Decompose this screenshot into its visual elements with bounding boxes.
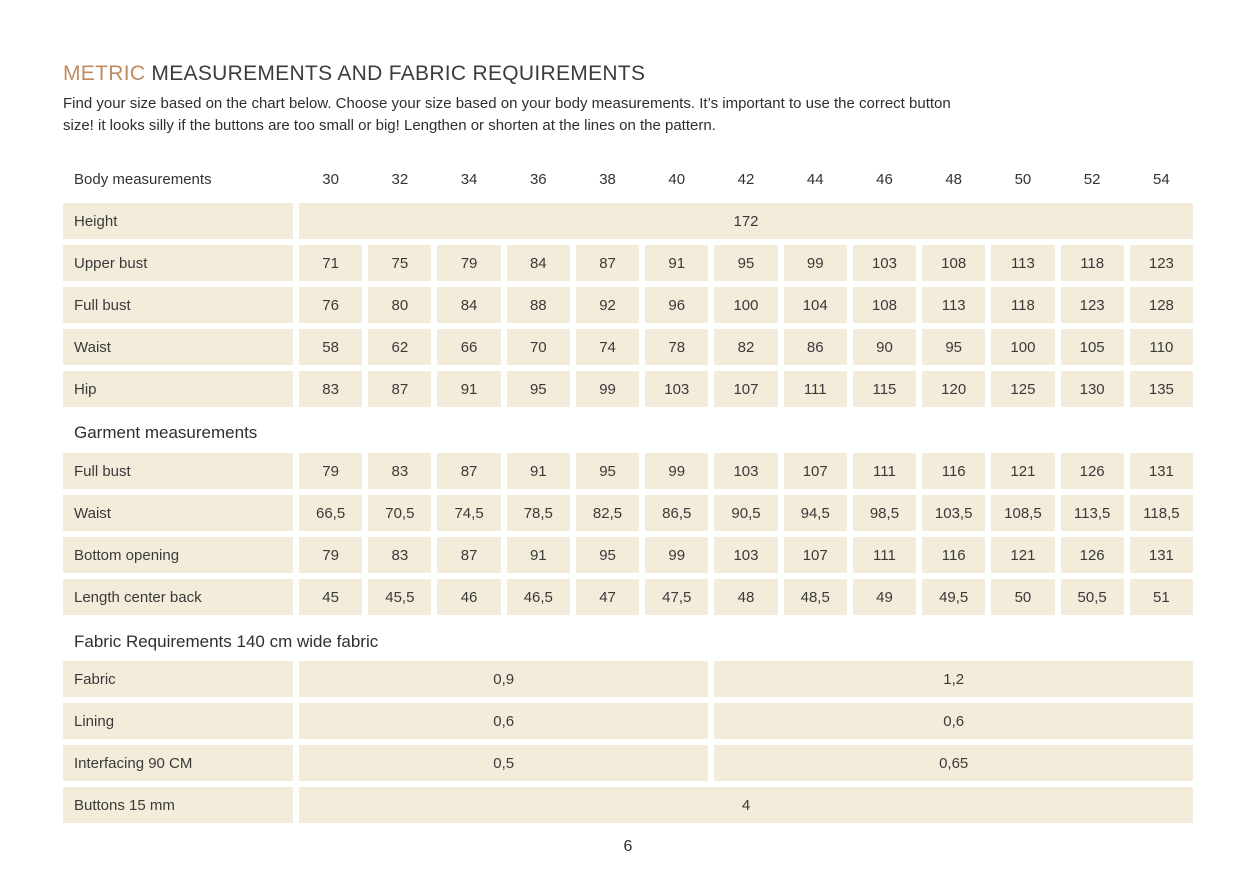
body-measurement-row-value: 118	[991, 287, 1054, 323]
garment-measurement-row-value: 126	[1061, 453, 1124, 489]
garment-measurement-row-value: 48,5	[784, 579, 847, 615]
body-measurement-row-value: 84	[507, 245, 570, 281]
size-column-header: 48	[945, 170, 963, 188]
size-column-header: 38	[599, 170, 616, 188]
body-measurement-row-value: 82	[714, 329, 777, 365]
garment-measurement-row-value: 47	[576, 579, 639, 615]
garment-measurement-row-value: 51	[1130, 579, 1193, 615]
page-title	[63, 62, 1193, 86]
body-measurement-row-value: 128	[1130, 287, 1193, 323]
body-measurement-row-value: 71	[299, 245, 362, 281]
garment-measurement-row-value: 45	[299, 579, 362, 615]
garment-measurement-row-value: 86,5	[645, 495, 708, 531]
body-measurement-row-value: 75	[368, 245, 431, 281]
fabric-requirements-table	[63, 661, 1193, 823]
garment-measurement-row-value: 95	[576, 453, 639, 489]
intro-line-1: Find your size based on the chart below. Choose your size based on your body measurements. It’s important to use the correct button	[63, 95, 951, 112]
garment-measurement-row-value: 49,5	[922, 579, 985, 615]
garment-measurement-row-value: 82,5	[576, 495, 639, 531]
garment-measurement-row-value: 111	[853, 453, 916, 489]
fabric-row-label: Lining	[63, 703, 293, 739]
body-measurement-row-value: 100	[991, 329, 1054, 365]
body-measurement-row-value: 99	[576, 371, 639, 407]
body-measurement-row-value: 66	[437, 329, 500, 365]
body-measurement-row-value: 84	[437, 287, 500, 323]
size-column-header: 44	[806, 170, 824, 188]
size-column-header: 52	[1083, 170, 1101, 188]
size-column-header: 32	[391, 170, 409, 188]
garment-measurement-row-value: 118,5	[1130, 495, 1193, 531]
body-measurement-row-value: 87	[368, 371, 431, 407]
garment-measurement-row-value: 103,5	[922, 495, 985, 531]
garment-measurement-row-label: Bottom opening	[63, 537, 293, 573]
body-measurement-row-value: 86	[784, 329, 847, 365]
body-measurement-row-value: 130	[1061, 371, 1124, 407]
body-measurement-row-value: 100	[714, 287, 777, 323]
fabric-row-right-value: 1,2	[714, 661, 1193, 697]
garment-measurements-heading: Garment measurements	[74, 423, 258, 442]
body-measurement-row-value: 123	[1130, 245, 1193, 281]
size-header-label: Body measurements	[74, 170, 212, 188]
page-number: 6	[623, 838, 633, 855]
body-measurements-table	[63, 203, 1193, 407]
body-measurement-row-value: 92	[576, 287, 639, 323]
garment-measurement-row-value: 87	[437, 537, 500, 573]
body-measurement-row-value: 80	[368, 287, 431, 323]
body-measurement-row-value: 58	[299, 329, 362, 365]
size-column-header: 46	[876, 170, 893, 188]
garment-measurement-row-value: 78,5	[507, 495, 570, 531]
fabric-row-label: Interfacing 90 CM	[63, 745, 293, 781]
body-measurement-row-value: 103	[645, 371, 708, 407]
body-measurement-row-value: 95	[507, 371, 570, 407]
body-measurement-row-value: 95	[922, 329, 985, 365]
size-column-header: 54	[1153, 170, 1170, 188]
garment-measurement-row-value: 66,5	[299, 495, 362, 531]
garment-measurement-row-label: Full bust	[63, 453, 293, 489]
size-column-header: 36	[529, 170, 547, 188]
body-measurement-row-value: 123	[1061, 287, 1124, 323]
garment-measurement-row-value: 131	[1130, 537, 1193, 573]
size-column-header: 30	[322, 170, 339, 188]
garment-measurement-row-label: Length center back	[63, 579, 293, 615]
body-measurement-row-value: 91	[645, 245, 708, 281]
body-measurement-row-value: 83	[299, 371, 362, 407]
body-measurement-row-value: 76	[299, 287, 362, 323]
garment-measurement-row-value: 50	[991, 579, 1054, 615]
body-measurement-row-value: 99	[784, 245, 847, 281]
fabric-row-right-value: 0,6	[714, 703, 1193, 739]
body-measurement-row-value: 110	[1130, 329, 1193, 365]
body-measurement-row-value: 135	[1130, 371, 1193, 407]
fabric-row-left-value: 0,9	[299, 661, 708, 697]
garment-measurement-row-value: 126	[1061, 537, 1124, 573]
garment-measurement-row-value: 74,5	[437, 495, 500, 531]
garment-measurement-row-value: 47,5	[645, 579, 708, 615]
fabric-row-left-value: 0,6	[299, 703, 708, 739]
garment-measurement-row-label: Waist	[63, 495, 293, 531]
garment-measurement-row-value: 46,5	[507, 579, 570, 615]
body-measurement-row-merged-value: 172	[299, 203, 1193, 239]
garment-measurement-row-value: 116	[922, 453, 985, 489]
intro-text	[63, 93, 1193, 137]
garment-measurement-row-value: 45,5	[368, 579, 431, 615]
body-measurement-row-value: 111	[784, 371, 847, 407]
garment-measurement-row-value: 99	[645, 537, 708, 573]
size-header-row	[63, 164, 1193, 194]
body-measurement-row-value: 108	[922, 245, 985, 281]
body-measurement-row-value: 108	[853, 287, 916, 323]
garment-measurement-row-value: 48	[714, 579, 777, 615]
garment-measurement-row-value: 98,5	[853, 495, 916, 531]
body-measurement-row-value: 125	[991, 371, 1054, 407]
garment-measurement-row-value: 95	[576, 537, 639, 573]
garment-measurement-row-value: 91	[507, 453, 570, 489]
fabric-row-label: Fabric	[63, 661, 293, 697]
body-measurement-row-value: 113	[922, 287, 985, 323]
body-measurement-row-value: 103	[853, 245, 916, 281]
body-measurement-row-value: 78	[645, 329, 708, 365]
body-measurement-row-label: Height	[63, 203, 293, 239]
body-measurement-row-value: 115	[853, 371, 916, 407]
body-measurement-row-value: 105	[1061, 329, 1124, 365]
garment-measurement-row-value: 99	[645, 453, 708, 489]
body-measurement-row-value: 70	[507, 329, 570, 365]
body-measurement-row-label: Upper bust	[63, 245, 293, 281]
garment-measurements-table	[63, 453, 1193, 615]
body-measurement-row-value: 87	[576, 245, 639, 281]
body-measurement-row-value: 91	[437, 371, 500, 407]
size-column-header: 50	[1014, 170, 1032, 188]
garment-measurement-row-value: 131	[1130, 453, 1193, 489]
body-measurement-row-value: 96	[645, 287, 708, 323]
body-measurement-row-value: 118	[1061, 245, 1124, 281]
fabric-requirements-heading: Fabric Requirements 140 cm wide fabric	[74, 632, 379, 651]
garment-measurement-row-value: 113,5	[1061, 495, 1124, 531]
garment-measurement-row-value: 83	[368, 453, 431, 489]
garment-measurement-row-value: 87	[437, 453, 500, 489]
intro-line-2: size! it looks silly if the buttons are too small or big! Lengthen or shorten at the lines on the pattern.	[63, 117, 716, 134]
size-column-header: 40	[668, 170, 686, 188]
garment-measurement-row-value: 90,5	[714, 495, 777, 531]
garment-measurement-row-value: 121	[991, 537, 1054, 573]
body-measurement-row-value: 62	[368, 329, 431, 365]
fabric-row-merged-value: 4	[299, 787, 1193, 823]
body-measurement-row-label: Hip	[63, 371, 293, 407]
body-measurement-row-label: Full bust	[63, 287, 293, 323]
garment-measurement-row-value: 121	[991, 453, 1054, 489]
fabric-row-right-value: 0,65	[714, 745, 1193, 781]
body-measurement-row-value: 107	[714, 371, 777, 407]
garment-measurement-row-value: 107	[784, 453, 847, 489]
body-measurement-row-value: 88	[507, 287, 570, 323]
body-measurement-row-value: 74	[576, 329, 639, 365]
garment-measurement-row-value: 70,5	[368, 495, 431, 531]
garment-measurement-row-value: 46	[437, 579, 500, 615]
garment-measurement-row-value: 79	[299, 537, 362, 573]
size-column-header: 34	[460, 170, 478, 188]
fabric-row-left-value: 0,5	[299, 745, 708, 781]
garment-measurement-row-value: 83	[368, 537, 431, 573]
garment-measurement-row-value: 91	[507, 537, 570, 573]
body-measurement-row-value: 113	[991, 245, 1054, 281]
body-measurement-row-value: 90	[853, 329, 916, 365]
garment-measurement-row-value: 108,5	[991, 495, 1054, 531]
body-measurement-row-value: 120	[922, 371, 985, 407]
garment-measurement-row-value: 103	[714, 537, 777, 573]
garment-measurement-row-value: 111	[853, 537, 916, 573]
garment-measurement-row-value: 50,5	[1061, 579, 1124, 615]
garment-measurement-row-value: 49	[853, 579, 916, 615]
fabric-row-label: Buttons 15 mm	[63, 787, 293, 823]
body-measurement-row-value: 104	[784, 287, 847, 323]
garment-measurement-row-value: 79	[299, 453, 362, 489]
garment-measurement-row-value: 103	[714, 453, 777, 489]
garment-measurement-row-value: 94,5	[784, 495, 847, 531]
body-measurement-row-label: Waist	[63, 329, 293, 365]
garment-measurement-row-value: 116	[922, 537, 985, 573]
body-measurement-row-value: 95	[714, 245, 777, 281]
body-measurement-row-value: 79	[437, 245, 500, 281]
page-title-rest: MEASUREMENTS AND FABRIC REQUIREMENTS	[145, 62, 646, 85]
size-column-header: 42	[737, 170, 755, 188]
garment-measurement-row-value: 107	[784, 537, 847, 573]
page-title-accent: METRIC	[63, 62, 146, 85]
